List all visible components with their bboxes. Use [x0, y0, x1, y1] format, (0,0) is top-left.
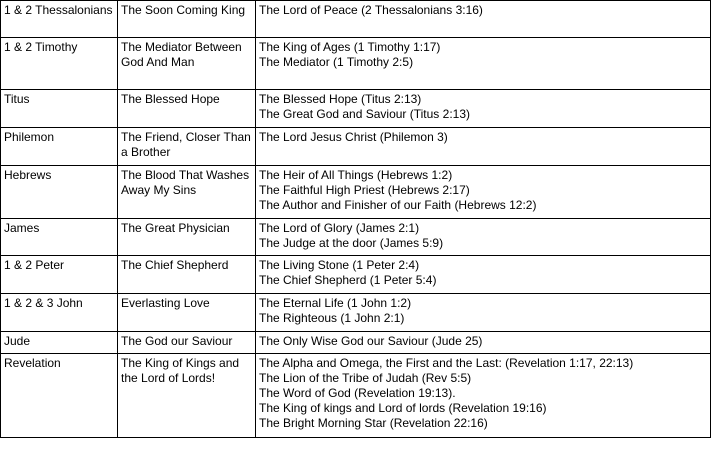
christ-title: The God our Saviour	[121, 334, 233, 348]
christ-title: The Blessed Hope	[121, 92, 220, 106]
names-cell	[256, 128, 711, 166]
name-reference: The Faithful High Priest (Hebrews 2:17)	[259, 183, 470, 197]
book-name: 1 & 2 Thessalonians	[4, 3, 113, 17]
book-cell	[1, 166, 118, 219]
name-reference: The Great God and Saviour (Titus 2:13)	[259, 107, 470, 121]
christ-title: The Friend, Closer Than a Brother	[121, 130, 251, 159]
name-reference: The Lord of Glory (James 2:1)	[259, 221, 420, 235]
name-reference: The Chief Shepherd (1 Peter 5:4)	[259, 273, 437, 287]
table-row	[1, 256, 711, 294]
name-reference: The Blessed Hope (Titus 2:13)	[259, 92, 422, 106]
name-reference: The Eternal Life (1 John 1:2)	[259, 296, 412, 310]
book-name: James	[4, 221, 40, 235]
book-name: Titus	[4, 92, 30, 106]
name-reference: The Mediator (1 Timothy 2:5)	[259, 55, 414, 69]
book-name: Jude	[4, 334, 31, 348]
name-reference: The Lion of the Tribe of Judah (Rev 5:5)	[259, 371, 472, 385]
name-reference: The Lord Jesus Christ (Philemon 3)	[259, 130, 448, 144]
names-cell	[256, 166, 711, 219]
book-name: Philemon	[4, 130, 55, 144]
book-name: Revelation	[4, 356, 61, 370]
table-row	[1, 128, 711, 166]
christ-title: The Great Physician	[121, 221, 230, 235]
names-cell	[256, 90, 711, 128]
title-cell	[118, 256, 256, 294]
names-cell	[256, 332, 711, 354]
names-cell	[256, 294, 711, 332]
name-reference: The Living Stone (1 Peter 2:4)	[259, 258, 420, 272]
book-cell	[1, 332, 118, 354]
name-reference: The Author and Finisher of our Faith (Hebrews 12:2)	[259, 198, 537, 212]
title-cell	[118, 219, 256, 256]
book-cell	[1, 90, 118, 128]
book-cell	[1, 219, 118, 256]
book-cell	[1, 1, 118, 38]
christ-title: The King of Kings and the Lord of Lords!	[121, 356, 240, 385]
table-row	[1, 90, 711, 128]
title-cell	[118, 294, 256, 332]
title-cell	[118, 166, 256, 219]
christ-title: Everlasting Love	[121, 296, 210, 310]
names-cell	[256, 354, 711, 438]
title-cell	[118, 354, 256, 438]
table-row	[1, 38, 711, 90]
name-reference: The Alpha and Omega, the First and the Last: (Revelation 1:17, 22:13)	[259, 356, 634, 370]
name-reference: The Bright Morning Star (Revelation 22:16)	[259, 416, 488, 430]
christ-title: The Chief Shepherd	[121, 258, 229, 272]
book-name: 1 & 2 & 3 John	[4, 296, 83, 310]
title-cell	[118, 332, 256, 354]
name-reference: The Heir of All Things (Hebrews 1:2)	[259, 168, 453, 182]
title-cell	[118, 90, 256, 128]
book-cell	[1, 256, 118, 294]
title-cell	[118, 1, 256, 38]
table-row	[1, 332, 711, 354]
book-name: 1 & 2 Peter	[4, 258, 65, 272]
name-reference: The Judge at the door (James 5:9)	[259, 236, 444, 250]
title-cell	[118, 38, 256, 90]
name-reference: The Word of God (Revelation 19:13).	[259, 386, 456, 400]
book-cell	[1, 294, 118, 332]
names-cell	[256, 256, 711, 294]
book-cell	[1, 354, 118, 438]
name-reference: The Lord of Peace (2 Thessalonians 3:16)	[259, 3, 483, 17]
name-reference: The King of Ages (1 Timothy 1:17)	[259, 40, 441, 54]
title-cell	[118, 128, 256, 166]
table-row	[1, 219, 711, 256]
christ-title: The Soon Coming King	[121, 3, 246, 17]
names-cell	[256, 219, 711, 256]
names-cell	[256, 1, 711, 38]
table-row	[1, 354, 711, 438]
book-cell	[1, 128, 118, 166]
book-name: 1 & 2 Timothy	[4, 40, 78, 54]
table-row	[1, 1, 711, 38]
name-reference: The King of kings and Lord of lords (Revelation 19:16)	[259, 401, 547, 415]
names-cell	[256, 38, 711, 90]
christ-title: The Mediator Between God And Man	[121, 40, 242, 69]
name-reference: The Only Wise God our Saviour (Jude 25)	[259, 334, 483, 348]
name-reference: The Righteous (1 John 2:1)	[259, 311, 405, 325]
table-body	[1, 1, 711, 438]
christ-title: The Blood That Washes Away My Sins	[121, 168, 250, 197]
book-name: Hebrews	[4, 168, 52, 182]
table-row	[1, 166, 711, 219]
book-cell	[1, 38, 118, 90]
table-row	[1, 294, 711, 332]
